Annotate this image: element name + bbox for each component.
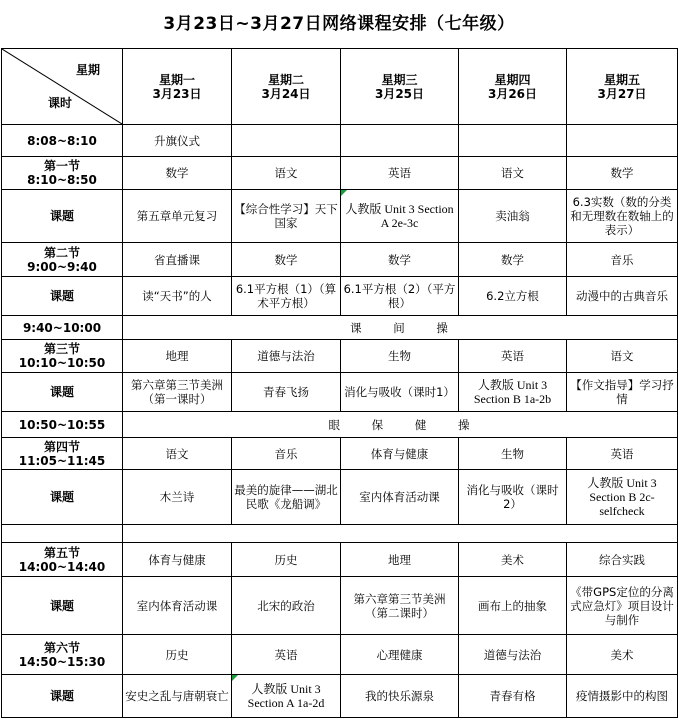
period-time: 8:10~8:50 [27,173,97,187]
lunch-gap-row [2,525,678,543]
period-label [2,340,123,373]
period-label [2,157,123,190]
empty-cell [232,125,341,157]
subject-cell: 语文 [232,157,341,190]
topic-row [2,277,678,316]
topic-cell: 疫情摄影中的构图 [567,675,678,718]
corner-weekday-label: 星期 [75,63,100,77]
topic-cell: 第五章单元复习 [123,190,232,243]
break-activity: 课 间 操 [123,316,678,340]
period-name: 第六节 [43,640,80,655]
topic-cell [341,190,459,243]
period-time: 9:00~9:40 [27,259,97,274]
period-row [2,340,678,373]
topic-cell: 室内体育活动课 [123,577,232,635]
day-name: 星期三 [381,72,418,87]
day-date: 3月23日 [152,86,202,101]
subject-cell: 综合实践 [567,543,678,577]
topic-cell [232,675,341,718]
topic-cell: 6.3实数（数的分类和无理数在数轴上的表示） [567,190,678,243]
topic-row [2,470,678,525]
subject-cell: 数学 [341,243,459,277]
period-row [2,243,678,277]
subject-cell: 英语 [232,635,341,675]
break-activity: 眼 保 健 操 [123,412,678,438]
topic-text: 人教版 Unit 3 Section A 1a-2d [247,682,325,710]
topic-label: 课题 [2,373,123,412]
break-time: 10:50~10:55 [2,412,123,438]
subject-cell: 历史 [232,543,341,577]
day-date: 3月27日 [597,86,647,101]
topic-row [2,373,678,412]
topic-cell: 【作文指导】学习抒情 [567,373,678,412]
page-title: 3月23日~3月27日网络课程安排（七年级） [163,14,515,34]
topic-label: 课题 [2,470,123,525]
topic-label: 课题 [2,277,123,316]
subject-cell: 体育与健康 [341,438,459,470]
day-header [123,49,232,125]
day-name: 星期一 [158,72,195,87]
day-name: 星期四 [494,72,531,87]
subject-cell: 语文 [459,157,567,190]
day-name: 星期二 [267,72,304,87]
topic-cell: 我的快乐源泉 [341,675,459,718]
subject-cell: 历史 [123,635,232,675]
topic-cell: 画布上的抽象 [459,577,567,635]
topic-cell: 第六章第三节美洲（第二课时） [341,577,459,635]
day-header [459,49,567,125]
topic-cell: 消化与吸收（课时1） [341,373,459,412]
subject-cell: 美术 [459,543,567,577]
subject-cell: 数学 [567,157,678,190]
topic-cell: 北宋的政治 [232,577,341,635]
subject-cell: 音乐 [567,243,678,277]
corner-diagonal [2,49,122,124]
subject-cell: 生物 [341,340,459,373]
topic-cell: 最美的旋律——湖北民歌《龙船调》 [232,470,341,525]
subject-cell: 数学 [232,243,341,277]
topic-cell: 【综合性学习】天下国家 [232,190,341,243]
break-time: 9:40~10:00 [2,316,123,340]
period-time: 10:10~10:50 [18,356,106,370]
topic-cell: 人教版 Unit 3 Section B 2c-selfcheck [567,470,678,525]
topic-cell: 动漫中的古典音乐 [567,277,678,316]
corner-period-label: 课时 [48,96,73,110]
day-date: 3月25日 [374,86,425,101]
day-header [232,49,341,125]
topic-cell: 读“天书”的人 [123,277,232,316]
topic-text: 人教版 Unit 3 Section A 2e-3c [345,202,454,230]
period-label [2,243,123,277]
subject-cell: 道德与法治 [459,635,567,675]
topic-cell: 青春飞扬 [232,373,341,412]
day-date: 3月24日 [261,86,311,101]
subject-cell: 道德与法治 [232,340,341,373]
flag-activity: 升旗仪式 [123,125,232,157]
break-row [2,412,678,438]
corner-header [2,49,123,125]
day-header [341,49,459,125]
period-time: 14:50~15:30 [18,654,106,669]
subject-cell: 音乐 [232,438,341,470]
topic-cell: 人教版 Unit 3 Section B 1a-2b [459,373,567,412]
subject-cell: 地理 [123,340,232,373]
period-time: 14:00~14:40 [18,559,106,574]
day-date: 3月26日 [487,86,538,101]
day-header [567,49,678,125]
topic-label: 课题 [2,577,123,635]
topic-cell: 6.2立方根 [459,277,567,316]
period-row [2,635,678,675]
topic-cell: 木兰诗 [123,470,232,525]
subject-cell: 体育与健康 [123,543,232,577]
comment-marker [232,675,238,681]
topic-label: 课题 [2,190,123,243]
comment-marker [341,190,347,196]
subject-cell: 心理健康 [341,635,459,675]
subject-cell: 语文 [567,340,678,373]
period-name: 第三节 [43,342,80,356]
topic-cell: 6.1平方根（1）（算术平方根） [232,277,341,316]
period-name: 第二节 [43,245,80,260]
topic-cell: 第六章第三节美洲（第一课时） [123,373,232,412]
subject-cell: 英语 [341,157,459,190]
topic-row [2,577,678,635]
day-name: 星期五 [603,72,640,87]
period-label [2,438,123,470]
topic-cell: 安史之乱与唐朝衰亡 [123,675,232,718]
header-row [2,49,678,125]
period-name: 第一节 [43,159,80,173]
topic-cell: 卖油翁 [459,190,567,243]
empty-cell [567,125,678,157]
empty-cell [123,525,678,543]
subject-cell: 省直播课 [123,243,232,277]
empty-cell [341,125,459,157]
topic-cell: 室内体育活动课 [341,470,459,525]
period-name: 第四节 [43,439,80,454]
empty-cell [2,525,123,543]
subject-cell: 数学 [123,157,232,190]
flag-time: 8:08~8:10 [2,125,123,157]
subject-cell: 美术 [567,635,678,675]
subject-cell: 地理 [341,543,459,577]
subject-cell: 英语 [459,340,567,373]
subject-cell: 英语 [567,438,678,470]
period-label [2,635,123,675]
period-row [2,157,678,190]
topic-cell: 青春有格 [459,675,567,718]
break-row [2,316,678,340]
period-time: 11:05~11:45 [18,453,106,468]
period-name: 第五节 [43,545,80,560]
topic-cell: 消化与吸收（课时2） [459,470,567,525]
flag-row [2,125,678,157]
empty-cell [459,125,567,157]
period-row [2,438,678,470]
topic-row [2,190,678,243]
topic-row [2,675,678,718]
subject-cell: 数学 [459,243,567,277]
period-row [2,543,678,577]
schedule-table [1,48,678,718]
topic-cell: 6.1平方根（2）（平方根） [341,277,459,316]
period-label [2,543,123,577]
topic-cell: 《带GPS定位的分离式应急灯》项目设计与制作 [567,577,678,635]
subject-cell: 生物 [459,438,567,470]
subject-cell: 语文 [123,438,232,470]
topic-label: 课题 [2,675,123,718]
